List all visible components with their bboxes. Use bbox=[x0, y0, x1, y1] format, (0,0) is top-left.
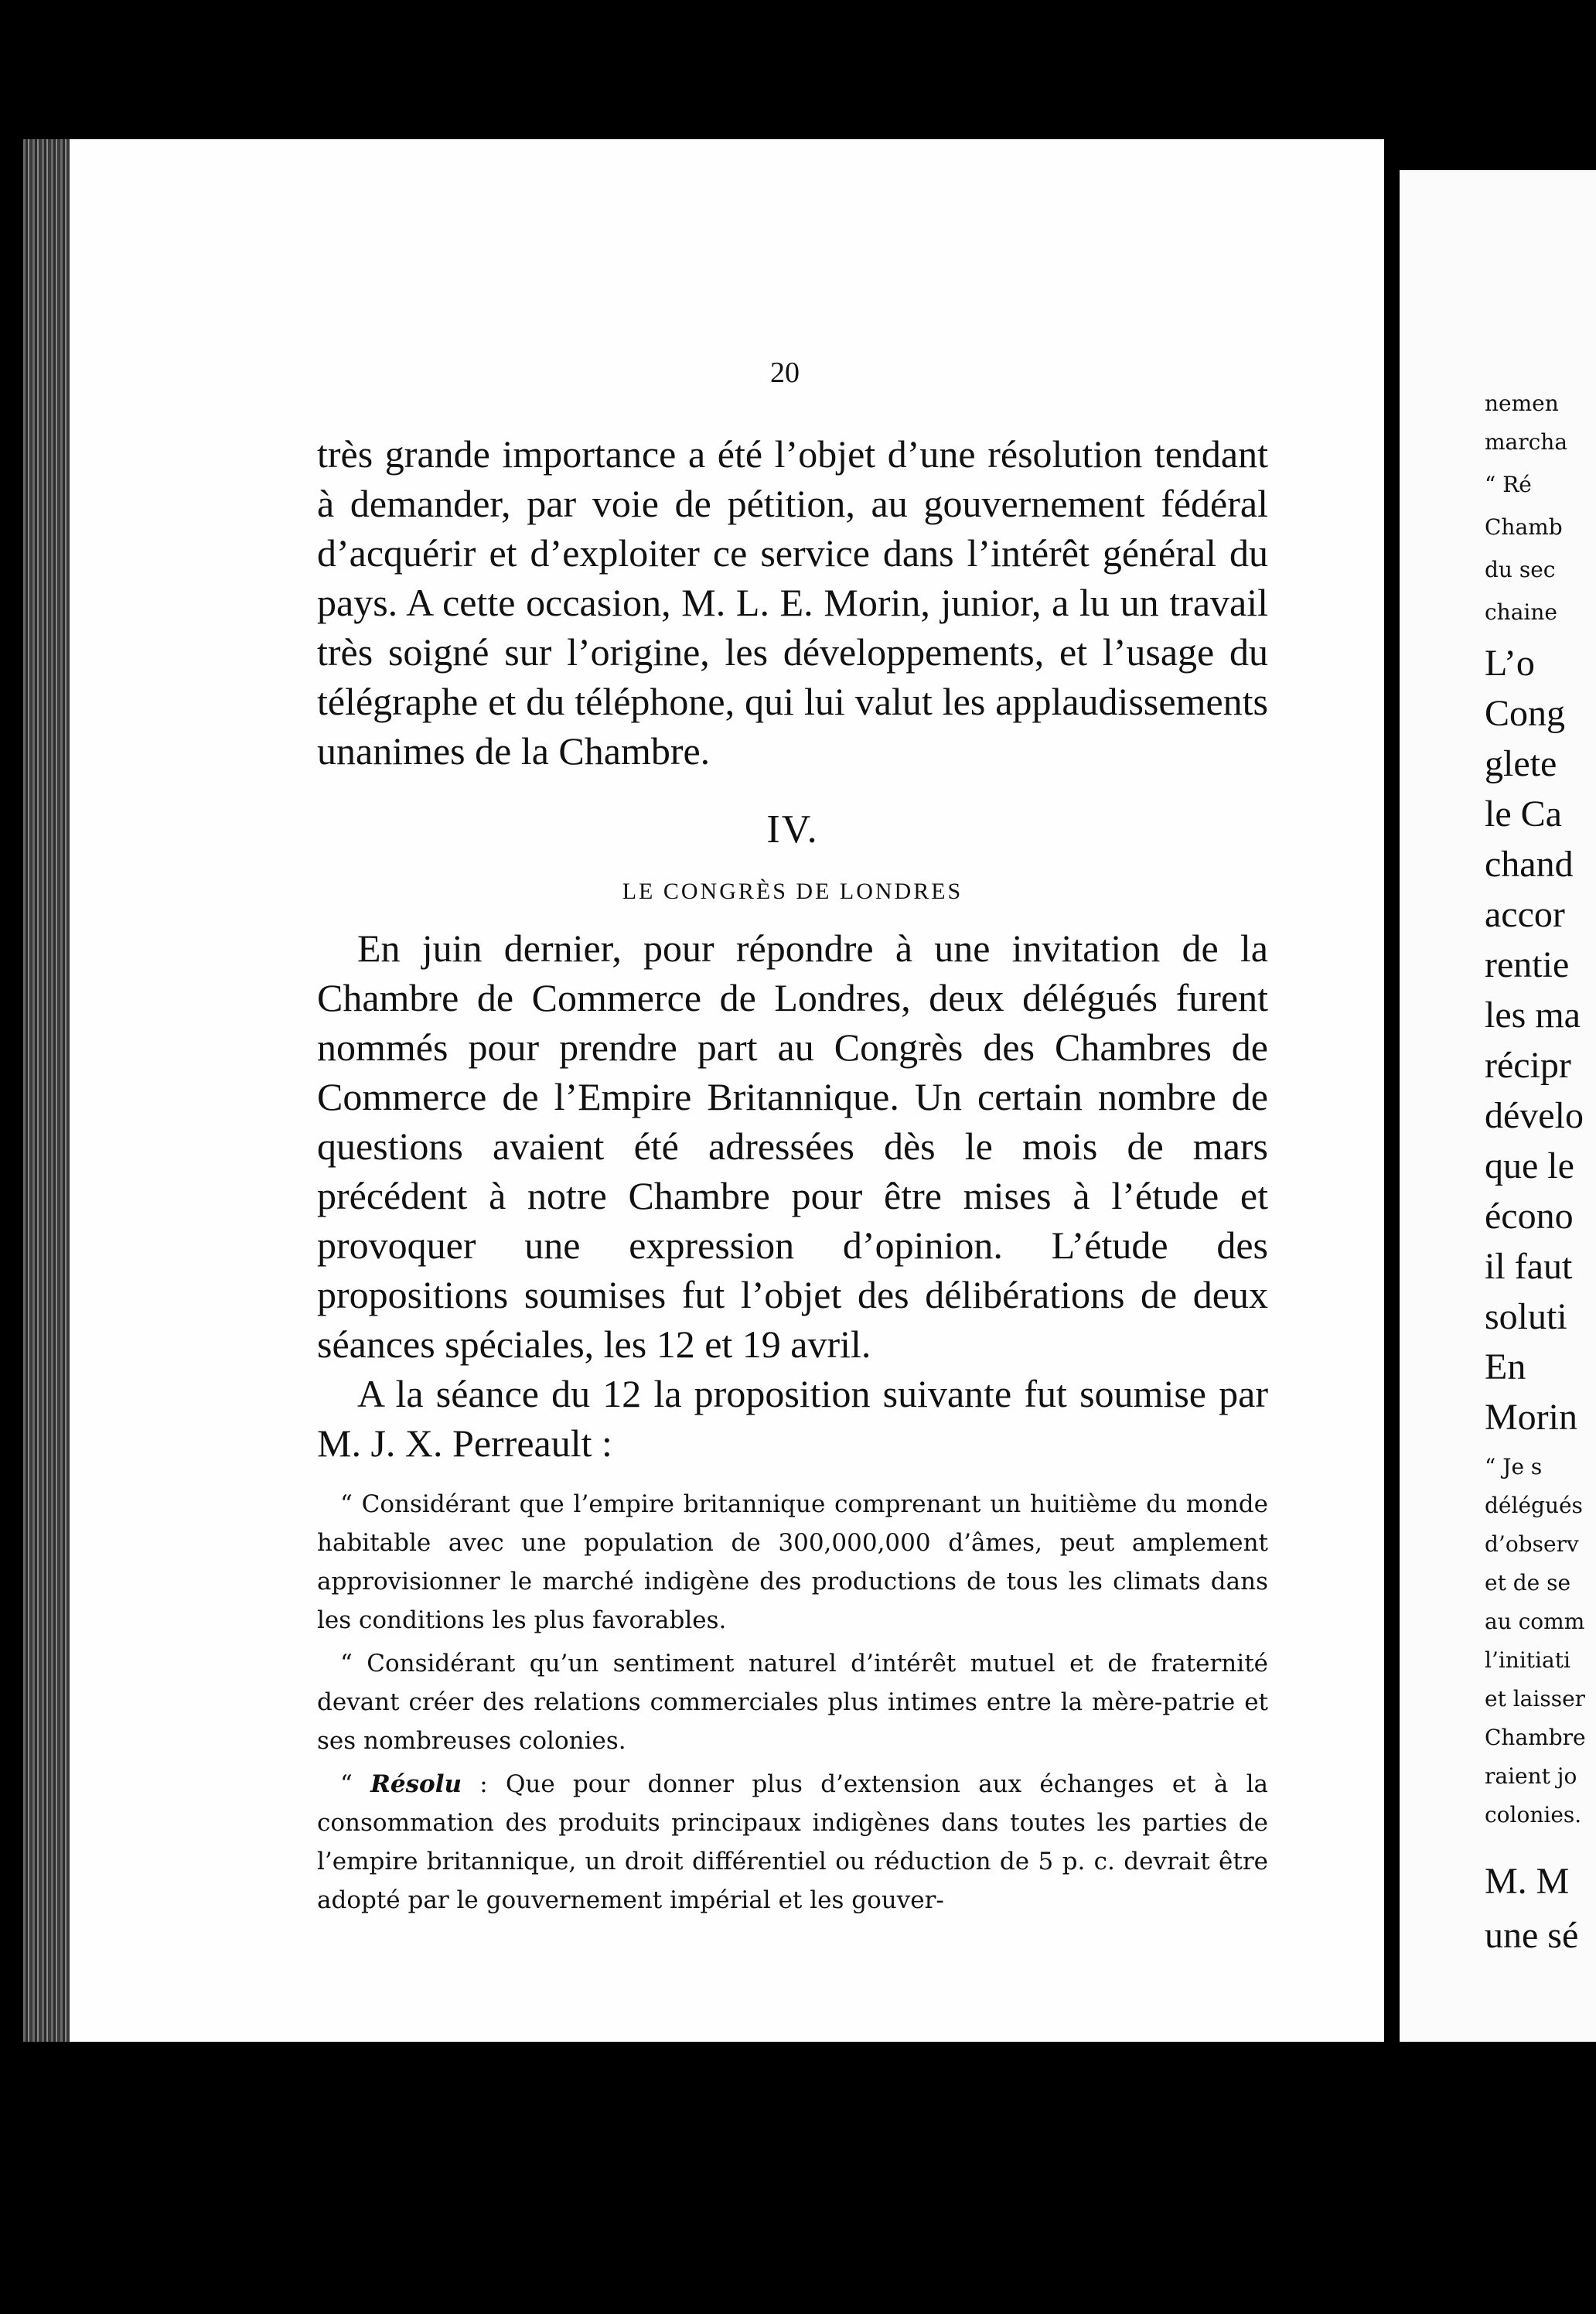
right-line: M. M bbox=[1485, 1861, 1570, 1902]
right-line: L’o bbox=[1485, 643, 1535, 684]
right-line: les ma bbox=[1485, 995, 1581, 1036]
paragraph-seance: A la séance du 12 la proposition suivante fut soumise par M. J. X. Perreault : bbox=[317, 1372, 1268, 1465]
quote-resolu bbox=[317, 1765, 1268, 1920]
right-line: Chambre bbox=[1485, 1725, 1586, 1750]
paragraph-congres: En juin dernier, pour répondre à une invitation de la Chambre de Commerce de Londres, deux délégués furent nommés pour prendre part au Congrès des Chambres de Commerce de l’Empire Britannique. Un certain nombre de questions avaient été adressées dès le mois de mars précédent à notre Chambre pour être mises à l’étude et provoquer une expression d’opinion. L’étude des propositions soumises fut l’objet des délibérations de deux séances spéciales, les 12 et 19 avril. bbox=[317, 927, 1268, 1366]
right-line: marcha bbox=[1485, 429, 1568, 455]
right-line: “ Ré bbox=[1485, 472, 1532, 497]
right-line: nemen bbox=[1485, 391, 1559, 416]
paragraph-intro: très grande importance a été l’objet d’une résolution tendant à demander, par voie de pétition, au gouvernement fédéral d’acquérir et d’exploiter ce service dans l’intérêt général du pays. A cette occasion, M. L. E. Morin, junior, a lu un travail très soigné sur l’origine, les développements, et l’usage du télégraphe et du téléphone, qui lui valut les applaudissements unanimes de la Chambre. bbox=[317, 432, 1268, 773]
right-line: d’observ bbox=[1485, 1531, 1579, 1557]
quote-resolu-text: : Que pour donner plus d’extension aux échanges et à la consommation des produits principaux indigènes dans toutes les parties de l’empire britannique, un droit différentiel ou réduction de 5 p. c. devrait être adopté par le gouvernement impérial et les gouver- bbox=[317, 1770, 1268, 1914]
right-line: chaine bbox=[1485, 599, 1557, 625]
right-line: délégués bbox=[1485, 1493, 1583, 1518]
section-title: LE CONGRÈS DE LONDRES bbox=[622, 879, 963, 904]
quote-considerant-2: “ Considérant qu’un sentiment naturel d’intérêt mutuel et de fraternité devant créer des relations commerciales plus intimes entre la mère-patrie et ses nombreuses colonies. bbox=[317, 1650, 1268, 1755]
right-line: “ Je s bbox=[1485, 1454, 1543, 1480]
right-line: Chamb bbox=[1485, 514, 1563, 540]
left-page-text-column bbox=[317, 429, 1268, 1920]
right-line: au comm bbox=[1485, 1609, 1585, 1634]
right-line: accor bbox=[1485, 894, 1565, 935]
right-line: l’initiati bbox=[1485, 1647, 1570, 1673]
page-number: 20 bbox=[770, 357, 800, 389]
right-line: et de se bbox=[1485, 1570, 1571, 1596]
right-line: rentie bbox=[1485, 944, 1570, 985]
right-line: le Ca bbox=[1485, 794, 1562, 834]
right-line: écono bbox=[1485, 1196, 1574, 1237]
right-line: du sec bbox=[1485, 557, 1556, 582]
quote-considerant-1: “ Considérant que l’empire britannique comprenant un huitième du monde habitable avec une population de 300,000,000 d’âmes, peut amplement approvisionner le marché indigène des productions de tous les climats dans les conditions les plus favorables. bbox=[317, 1490, 1268, 1634]
quote-resolu-lead: “ bbox=[340, 1770, 371, 1798]
right-line: chand bbox=[1485, 844, 1574, 885]
right-line: soluti bbox=[1485, 1296, 1567, 1337]
right-line: Morin bbox=[1485, 1397, 1577, 1438]
right-line: En bbox=[1485, 1346, 1526, 1387]
right-line: glete bbox=[1485, 743, 1557, 784]
right-line: colonies. bbox=[1485, 1802, 1582, 1828]
right-line: il faut bbox=[1485, 1246, 1573, 1287]
right-line: que le bbox=[1485, 1145, 1574, 1186]
right-line: et laisser bbox=[1485, 1686, 1586, 1712]
right-line: dévelo bbox=[1485, 1095, 1584, 1136]
right-line: récipr bbox=[1485, 1045, 1571, 1086]
right-line: Cong bbox=[1485, 693, 1566, 734]
section-number: IV. bbox=[766, 807, 819, 852]
book-spine-edge bbox=[23, 139, 70, 2042]
right-line: raient jo bbox=[1485, 1763, 1577, 1789]
resolu-word: Résolu bbox=[370, 1770, 462, 1798]
right-line: une sé bbox=[1485, 1915, 1579, 1956]
